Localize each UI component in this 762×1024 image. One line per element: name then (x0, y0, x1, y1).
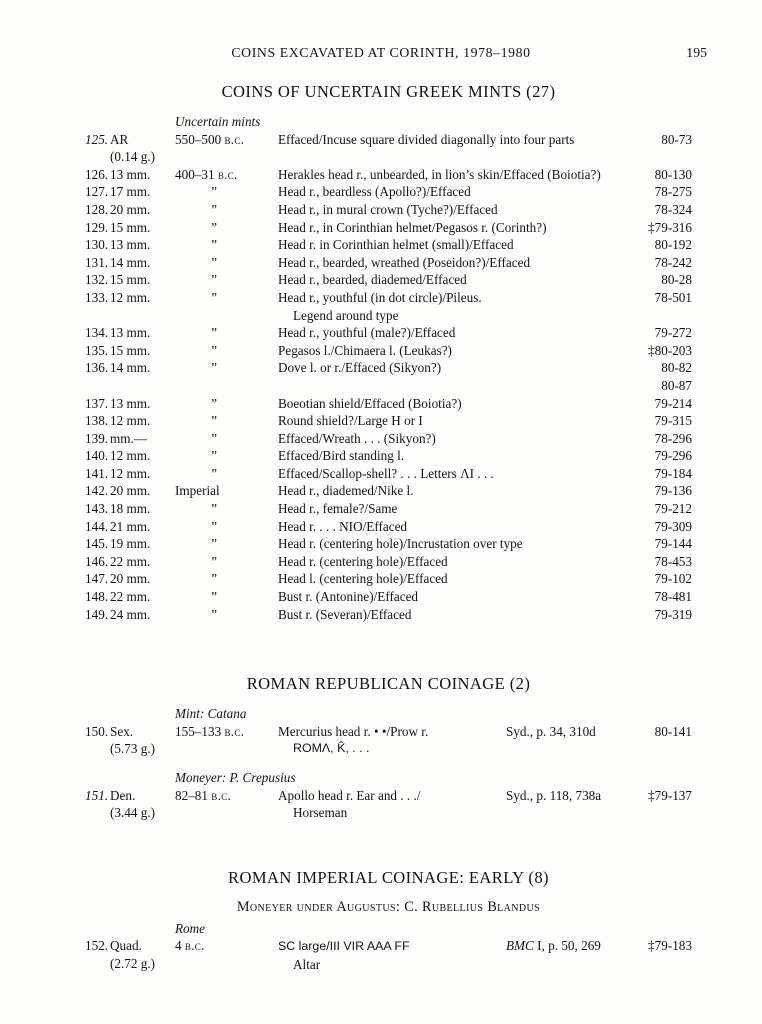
ditto-mark: ” (211, 325, 217, 341)
coin-row (85, 254, 692, 272)
coin-description (278, 787, 506, 822)
coin-description (278, 183, 628, 201)
description-line: Head r., beardless (Apollo?)/Effaced (278, 184, 471, 200)
description-line: Dove l. or r./Effaced (Sikyon?) (278, 360, 442, 376)
coin-catalog-number: 79-136 (654, 483, 692, 499)
coin-size: AR (0.14 g.) (110, 131, 175, 166)
coin-date (175, 570, 278, 588)
section-roman-imperial-early (85, 868, 692, 974)
description-line: Round shield?/Large H or I (278, 413, 423, 429)
coin-row (85, 553, 692, 571)
coin-size: 13 mm. (110, 166, 151, 182)
coin-number: 151. (85, 787, 109, 803)
coin-number: 145. (85, 536, 109, 552)
coin-date: 155–133 b.c. (175, 723, 245, 739)
coin-table (85, 705, 692, 822)
coin-size: 22 mm. (110, 553, 151, 569)
ditto-mark: ” (211, 289, 217, 305)
coin-row (85, 359, 692, 394)
coin-number: 152. (85, 938, 109, 954)
coin-row (85, 236, 692, 254)
era-label: b.c. (224, 131, 245, 147)
coin-description (278, 447, 628, 465)
coin-date (175, 500, 278, 518)
coin-date (175, 271, 278, 289)
coin-number: 129. (85, 219, 109, 235)
description-line: Bust r. (Antonine)/Effaced (278, 589, 419, 605)
era-label: b.c. (217, 166, 238, 182)
coin-row (85, 289, 692, 324)
coin-number: 128. (85, 201, 109, 217)
coin-catalog-number: ‡79-316 (648, 219, 692, 235)
coin-date (175, 395, 278, 413)
coin-catalog-number: 79-102 (654, 571, 692, 587)
coin-date (175, 553, 278, 571)
coin-catalog-number: 80-141 (654, 723, 692, 739)
ditto-mark: ” (211, 272, 217, 288)
coin-size: 20 mm. (110, 483, 151, 499)
coin-size: 12 mm. (110, 465, 151, 481)
description-line: Head r., in Corinthian helmet/Pegasos r. (Corinth?) (278, 219, 547, 235)
coin-date (175, 324, 278, 342)
coin-number: 144. (85, 518, 109, 534)
coin-number: 132. (85, 272, 109, 288)
coin-number: 127. (85, 184, 109, 200)
coin-size: 17 mm. (110, 184, 151, 200)
ditto-mark: ” (211, 184, 217, 200)
coin-date (175, 430, 278, 448)
coin-catalog-number: 79-184 (654, 465, 692, 481)
coin-catalog-number: 79-212 (654, 501, 692, 517)
description-line: Effaced/Bird standing l. (278, 448, 405, 464)
coin-row (85, 606, 692, 624)
coin-catalog-number: 78-453 (654, 553, 692, 569)
coin-number: 131. (85, 254, 109, 270)
coin-row (85, 787, 692, 822)
group-label: Mint: Catana (175, 706, 247, 722)
coin-catalog-number: 79-272 (654, 325, 692, 341)
coin-date (175, 201, 278, 219)
coin-description (278, 254, 628, 272)
coin-row (85, 465, 692, 483)
coin-size: 20 mm. (110, 201, 151, 217)
section-roman-republican (85, 674, 692, 822)
coin-number: 148. (85, 589, 109, 605)
coin-catalog-number: 79-296 (654, 448, 692, 464)
coin-description (278, 412, 628, 430)
coin-description (278, 219, 628, 237)
description-line: Effaced/Incuse square divided diagonally into four parts (278, 131, 575, 147)
coin-size: 18 mm. (110, 501, 151, 517)
coin-row (85, 324, 692, 342)
coin-catalog-number: 78-324 (654, 201, 692, 217)
coin-catalog-number: ‡79-137 (648, 787, 692, 803)
description-line: Herakles head r., unbearded, in lion’s skin/Effaced (Boiotia?) (278, 166, 601, 182)
coin-row (85, 183, 692, 201)
ditto-mark: ” (211, 413, 217, 429)
coin-size: Sex. (5.73 g.) (110, 723, 175, 758)
era-label: b.c. (224, 723, 245, 739)
ditto-mark: ” (211, 518, 217, 534)
coin-row (85, 723, 692, 758)
coin-number: 147. (85, 571, 109, 587)
coin-size: 15 mm. (110, 342, 151, 358)
description-line: Effaced/Wreath . . . (Sikyon?) (278, 430, 436, 446)
coin-row (85, 588, 692, 606)
description-line: Boeotian shield/Effaced (Boiotia?) (278, 395, 462, 411)
coin-row (85, 201, 692, 219)
description-line: Head r. in Corinthian helmet (small)/Effaced (278, 237, 514, 253)
description-line: Head r., bearded, diademed/Effaced (278, 272, 467, 288)
coin-catalog-number-2: 80-87 (661, 377, 692, 393)
coin-catalog-number: 79-319 (654, 606, 692, 622)
coin-catalog-number: 80-130 (654, 166, 692, 182)
section-title: ROMAN REPUBLICAN COINAGE (2) (246, 674, 531, 694)
coin-date (175, 588, 278, 606)
coin-weight: (0.14 g.) (110, 149, 156, 165)
ditto-mark: ” (211, 501, 217, 517)
coin-date (175, 606, 278, 624)
coin-number: 135. (85, 342, 109, 358)
coin-date (175, 236, 278, 254)
coin-date: Imperial (175, 483, 220, 499)
coin-number: 143. (85, 501, 109, 517)
coin-date (175, 359, 278, 394)
coin-catalog-number: 80-28 (661, 272, 692, 288)
coin-date: 400–31 b.c. (175, 166, 238, 182)
coin-number: 149. (85, 606, 109, 622)
coin-catalog-number: 79-309 (654, 518, 692, 534)
coin-description (278, 606, 628, 624)
coin-catalog-number: 78-242 (654, 254, 692, 270)
coin-date (175, 342, 278, 360)
coin-description (278, 359, 628, 394)
group-label: Rome (175, 920, 206, 936)
coin-catalog-number: 80-82 80-87 (628, 359, 692, 394)
coin-catalog-number: 78-275 (654, 184, 692, 200)
coin-number: 150. (85, 723, 109, 739)
section-title: ROMAN IMPERIAL COINAGE: EARLY (8) (228, 867, 549, 887)
coin-catalog-number: 80-192 (654, 237, 692, 253)
description-line: Head r., in mural crown (Tyche?)/Effaced (278, 201, 498, 217)
coin-reference: BMC I, p. 50, 269 (506, 938, 601, 954)
coin-description (278, 342, 628, 360)
ditto-mark: ” (211, 360, 217, 376)
coin-number: 134. (85, 325, 109, 341)
coin-size: 20 mm. (110, 571, 151, 587)
ditto-mark: ” (211, 571, 217, 587)
ditto-mark: ” (211, 536, 217, 552)
coin-row (85, 430, 692, 448)
coin-date (175, 465, 278, 483)
description-line-2: Legend around type (293, 307, 399, 323)
coin-description (278, 271, 628, 289)
coin-row (85, 412, 692, 430)
ditto-mark: ” (211, 553, 217, 569)
coin-number: 137. (85, 395, 109, 411)
coin-description (278, 430, 628, 448)
coin-row (85, 518, 692, 536)
coin-description (278, 166, 628, 184)
coin-row (85, 535, 692, 553)
description-line: Apollo head r. Ear and . . ./ (278, 787, 421, 803)
description-line-2: Horseman (293, 805, 348, 821)
description-line: Head r., bearded, wreathed (Poseidon?)/Effaced (278, 254, 531, 270)
ditto-mark: ” (211, 219, 217, 235)
coin-reference: Syd., p. 34, 310d (506, 723, 596, 739)
description-line: Head r. (centering hole)/Incrustation over type (278, 536, 523, 552)
coin-size: mm.— (110, 430, 147, 446)
description-line: Effaced/Scallop-shell? . . . Letters ΛI . . . (278, 465, 494, 481)
coin-size: 15 mm. (110, 219, 151, 235)
coin-row (85, 482, 692, 500)
description-line: Head r. (centering hole)/Effaced (278, 553, 448, 569)
description-line: Pegasos l./Chimaera l. (Leukas?) (278, 342, 452, 358)
coin-date (175, 518, 278, 536)
coin-table (85, 920, 692, 974)
coin-date (175, 535, 278, 553)
description-line: Mercurius head r. • •/Prow r. (278, 723, 429, 739)
coin-description (278, 289, 628, 324)
section-title: COINS OF UNCERTAIN GREEK MINTS (27) (221, 82, 556, 101)
coin-date (175, 219, 278, 237)
coin-date (175, 447, 278, 465)
coin-description (278, 588, 628, 606)
coin-catalog-number: 78-296 (654, 430, 692, 446)
coin-number: 133. (85, 289, 109, 305)
ditto-mark: ” (211, 465, 217, 481)
coin-weight: (5.73 g.) (110, 741, 156, 757)
coin-description (278, 518, 628, 536)
description-line: Head l. (centering hole)/Effaced (278, 571, 448, 587)
coin-row (85, 937, 692, 973)
description-line: Bust r. (Severan)/Effaced (278, 606, 412, 622)
ditto-mark: ” (211, 342, 217, 358)
coin-size: 12 mm. (110, 413, 151, 429)
moneyer-subtitle: Moneyer under Augustus: C. Rubellius Blandus (236, 898, 541, 915)
description-line: Head r., youthful (male?)/Effaced (278, 325, 456, 341)
coin-catalog-number: 79-214 (654, 395, 692, 411)
description-line: Head r., youthful (in dot circle)/Pileus. (278, 289, 482, 305)
coin-table (85, 113, 692, 623)
coin-size: 12 mm. (110, 289, 151, 305)
description-line-2: ROMΛ, K̂, . . . (293, 741, 370, 756)
coin-reference: Syd., p. 118, 738a (506, 787, 602, 803)
coin-row (85, 342, 692, 360)
section-uncertain-greek-mints (85, 82, 692, 623)
description-line-2: Altar (293, 956, 321, 972)
coin-size: Quad. (2.72 g.) (110, 937, 175, 973)
coin-weight: (2.72 g.) (110, 955, 156, 971)
ditto-mark: ” (211, 589, 217, 605)
coin-number: 140. (85, 448, 109, 464)
coin-size: 15 mm. (110, 272, 151, 288)
coin-description (278, 570, 628, 588)
coin-number: 136. (85, 360, 109, 376)
coin-row (85, 395, 692, 413)
description-line: Head r., diademed/Nike l. (278, 483, 414, 499)
coin-row (85, 131, 692, 166)
coin-size: 12 mm. (110, 448, 151, 464)
coin-number: 139. (85, 430, 109, 446)
coin-number: 141. (85, 465, 109, 481)
coin-date (175, 289, 278, 324)
coin-weight: (3.44 g.) (110, 805, 156, 821)
description-line: SC large/III VIR AAA FF (278, 939, 410, 954)
coin-size: 13 mm. (110, 237, 151, 253)
coin-number: 142. (85, 483, 109, 499)
coin-size: 24 mm. (110, 606, 151, 622)
running-head (0, 44, 762, 62)
ditto-mark: ” (211, 430, 217, 446)
coin-row (85, 570, 692, 588)
coin-description (278, 201, 628, 219)
page-number: 195 (686, 45, 707, 60)
coin-date: 550–500 b.c. (175, 131, 245, 147)
coin-description (278, 553, 628, 571)
coin-size: 22 mm. (110, 589, 151, 605)
description-line: Head r. . . . NIO/Effaced (278, 518, 408, 534)
coin-catalog-number: ‡80-203 (648, 342, 692, 358)
era-label: b.c. (211, 787, 232, 803)
group-label: Uncertain mints (175, 114, 261, 129)
coin-catalog-number: ‡79-183 (648, 938, 692, 954)
coin-size: 14 mm. (110, 360, 151, 376)
coin-number: 125. (85, 131, 109, 147)
ditto-mark: ” (211, 254, 217, 270)
coin-description (278, 500, 628, 518)
coin-date (175, 412, 278, 430)
coin-row (85, 219, 692, 237)
running-head-title: COINS EXCAVATED AT CORINTH, 1978–1980 (231, 45, 531, 60)
group-label: Moneyer: P. Crepusius (175, 770, 296, 785)
coin-date: 4 b.c. (175, 938, 205, 954)
coin-size: 14 mm. (110, 254, 151, 270)
ditto-mark: ” (211, 448, 217, 464)
coin-catalog-number: 78-501 (654, 289, 692, 305)
ditto-mark: ” (211, 395, 217, 411)
coin-description (278, 937, 506, 973)
coin-catalog-number: 79-315 (654, 413, 692, 429)
coin-row (85, 500, 692, 518)
coin-number: 146. (85, 553, 109, 569)
coin-row (85, 447, 692, 465)
coin-description (278, 535, 628, 553)
description-line: Head r., female?/Same (278, 501, 398, 517)
ditto-mark: ” (211, 606, 217, 622)
coin-number: 138. (85, 413, 109, 429)
coin-row (85, 166, 692, 184)
ditto-mark: ” (211, 237, 217, 253)
coin-description (278, 465, 628, 483)
coin-description (278, 395, 628, 413)
coin-date (175, 254, 278, 272)
coin-size: Den. (3.44 g.) (110, 787, 175, 822)
coin-date: 82–81 b.c. (175, 787, 232, 803)
coin-size: 13 mm. (110, 395, 151, 411)
coin-description (278, 482, 628, 500)
coin-number: 130. (85, 237, 109, 253)
coin-description (278, 723, 506, 758)
coin-size: 13 mm. (110, 325, 151, 341)
coin-description (278, 324, 628, 342)
coin-description (278, 236, 628, 254)
coin-size: 19 mm. (110, 536, 151, 552)
coin-number: 126. (85, 166, 109, 182)
coin-catalog-number: 80-73 (661, 131, 692, 147)
coin-date (175, 183, 278, 201)
era-label: b.c. (184, 938, 205, 954)
coin-size: 21 mm. (110, 518, 151, 534)
ditto-mark: ” (211, 201, 217, 217)
coin-row (85, 271, 692, 289)
coin-catalog-number: 79-144 (654, 536, 692, 552)
coin-catalog-number: 78-481 (654, 589, 692, 605)
coin-description (278, 131, 628, 166)
